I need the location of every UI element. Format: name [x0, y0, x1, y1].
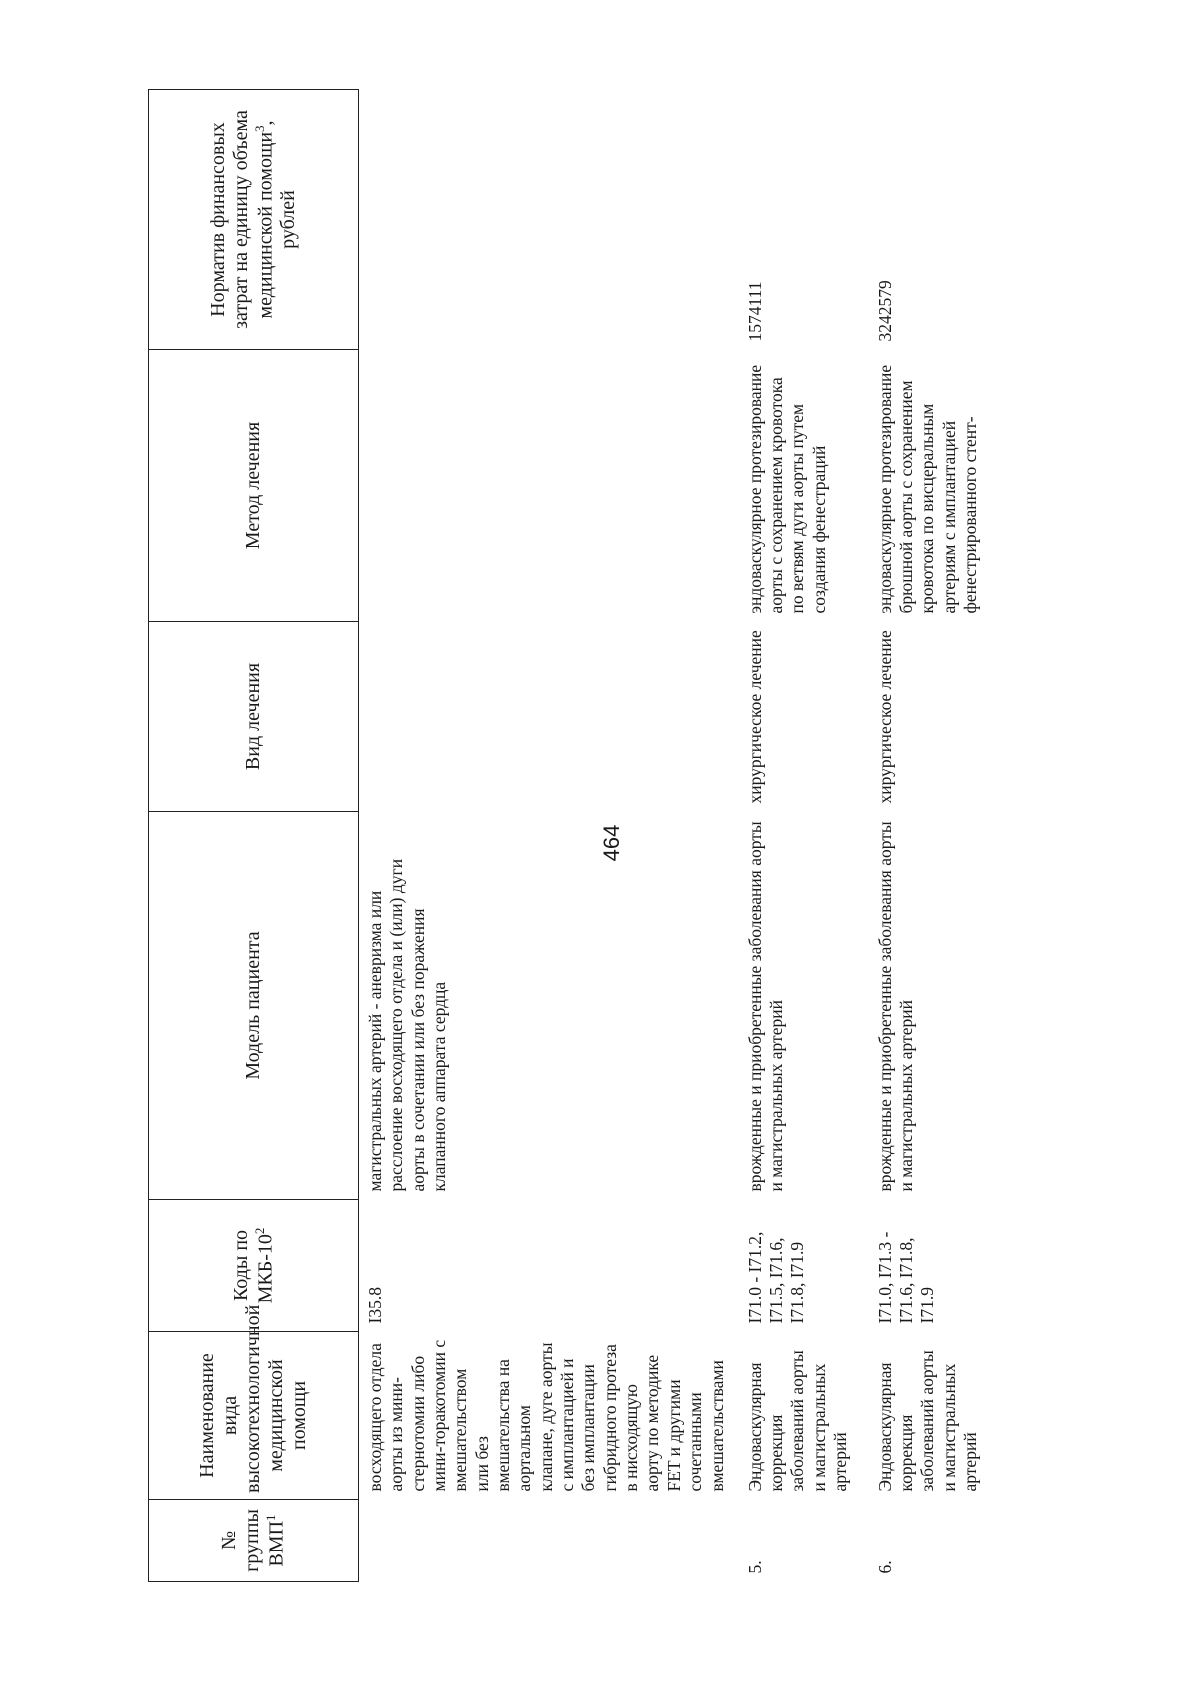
row-codes: I71.0 - I71.2, I71.5, I71.6, I71.8, I71.9 [744, 1231, 808, 1324]
row-type: хирургическое лечение [874, 630, 895, 804]
page-number: 464 [599, 824, 624, 862]
row-codes: I71.0, I71.3 - I71.6, I71.8, I71.9 [874, 1231, 938, 1324]
header-method: Метод лечения [149, 350, 359, 622]
row-name: восходящего отдела аорты из мини-стернотомии либо мини-торакотомии с вмешательством или без вмешательства на аортальном клапане, дуге аорты с имплантацией и без имплантации гибридного протеза в нисходящую аорту по методике FET и другими сочетанными вмешательствами [365, 1339, 727, 1492]
header-type: Вид лечения [149, 622, 359, 812]
table-row [869, 90, 992, 1582]
row-norm [359, 90, 739, 350]
rotated-table-container [148, 94, 1200, 1582]
row-number [359, 1500, 739, 1582]
row-model: врожденные и приобретенные заболевания аорты и магистральных артерий [744, 821, 786, 1192]
row-name: Эндоваскулярная коррекция заболеваний аорты и магистральных артерий [874, 1350, 980, 1492]
header-model: Модель пациента [149, 812, 359, 1200]
row-type [359, 622, 739, 812]
row-codes: I35.8 [365, 1287, 385, 1324]
row-model: врожденные и приобретенные заболевания аорты и магистральных артерий [874, 821, 916, 1192]
row-method [359, 350, 739, 622]
header-group-no: № группы ВМП$^1$ [149, 1500, 359, 1582]
header-name: Наименование вида высокотехнологичной медицинской помощи [149, 1332, 359, 1500]
row-type: хирургическое лечение [744, 630, 765, 804]
vmp-table [148, 89, 991, 1582]
row-model: магистральных артерий - аневризма или расслоение восходящего отдела и (или) дуги аорты в сочетании или без поражения клапанного аппарата сердца [365, 858, 450, 1192]
row-number: 5. [744, 1560, 765, 1574]
row-method: эндоваскулярное протезирование брюшной аорты с сохранением кровотока по висцеральным артериям с имплантацией фенестрированного стент- [874, 364, 980, 614]
row-name: Эндоваскулярная коррекция заболеваний аорты и магистральных артерий [744, 1350, 850, 1492]
header-norm: Норматив финансовых затрат на единицу объема медицинской помощи$^3$, рублей [149, 90, 359, 350]
table-row [359, 90, 739, 1582]
table-header-row [149, 90, 359, 1582]
row-norm: 1574111 [744, 281, 765, 342]
table-row [739, 90, 869, 1582]
row-number: 6. [874, 1560, 895, 1574]
row-method: эндоваскулярное протезирование аорты с сохранением кровотока по ветвям дуги аорты путем создания фенестраций [744, 364, 829, 614]
header-codes: Коды по МКБ-$10^2$ [149, 1200, 359, 1332]
row-norm: 3242579 [874, 280, 895, 342]
